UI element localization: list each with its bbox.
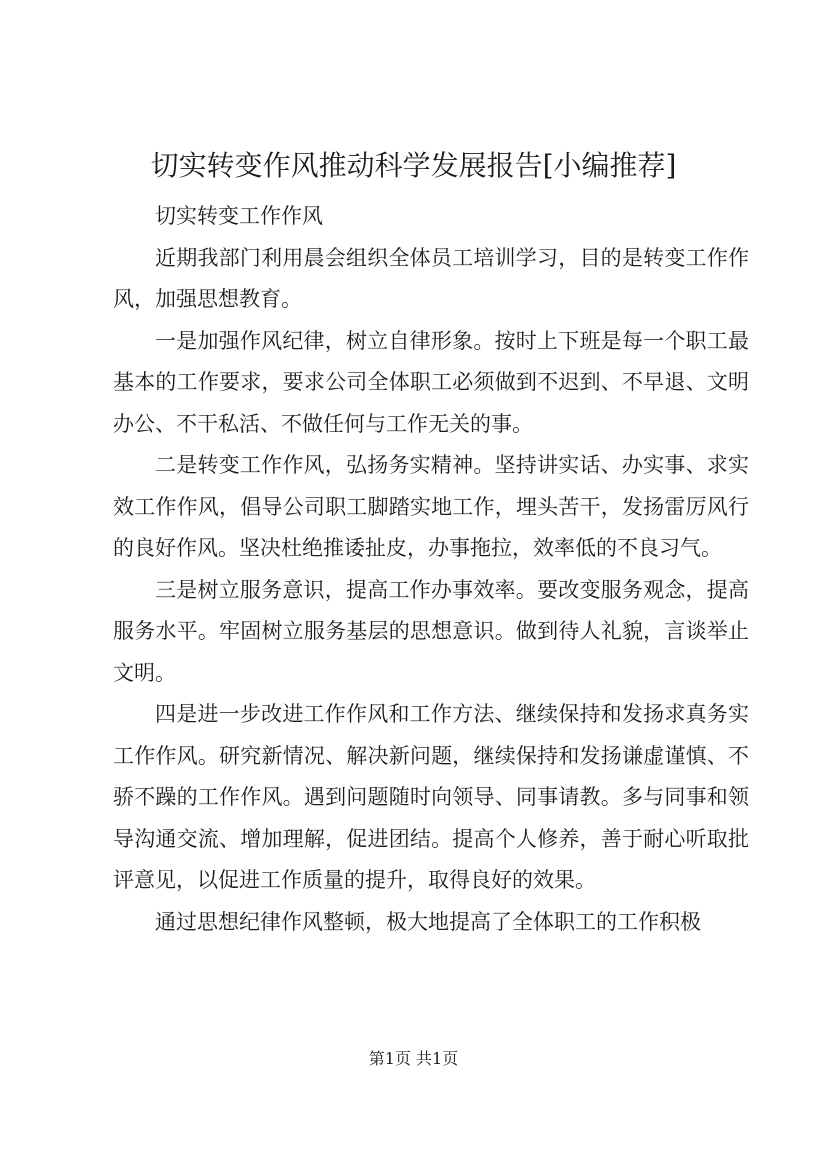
paragraph: 通过思想纪律作风整顿，极大地提高了全体职工的工作积极 bbox=[155, 909, 701, 934]
page-footer: 第1页 共1页 bbox=[368, 1049, 459, 1068]
paragraph: 四是进一步改进工作作风和工作方法、继续保持和发扬求真务实工作作风。研究新情况、解决新问题，继续保持和发扬谦虚谨慎、不骄不躁的工作作风。遇到问题随时向领导、同事请教。多与同事和领导沟通交流、增加理解，促进团结。提高个人修养，善于耐心听取批评意见，以促进工作质量的提升，取得良好的效果。 bbox=[113, 702, 749, 892]
paragraph: 一是加强作风纪律，树立自律形象。按时上下班是每一个职工最基本的工作要求，要求公司全体职工必须做到不迟到、不早退、文明办公、不干私活、不做任何与工作无关的事。 bbox=[113, 328, 749, 436]
paragraph-heading: 切实转变工作作风 bbox=[155, 204, 323, 228]
document-title: 切实转变作风推动科学发展报告[小编推荐] bbox=[150, 149, 677, 182]
document-body bbox=[113, 196, 749, 943]
paragraph: 三是树立服务意识，提高工作办事效率。要改变服务观念，提高服务水平。牢固树立服务基层的思想意识。做到待人礼貌，言谈举止文明。 bbox=[113, 577, 749, 685]
paragraph: 二是转变工作作风，弘扬务实精神。坚持讲实话、办实事、求实效工作作风，倡导公司职工脚踏实地工作，埋头苦干，发扬雷厉风行的良好作风。坚决杜绝推诿扯皮，办事拖拉，效率低的不良习气。 bbox=[113, 453, 749, 560]
paragraph: 近期我部门利用晨会组织全体员工培训学习，目的是转变工作作风，加强思想教育。 bbox=[113, 245, 749, 311]
